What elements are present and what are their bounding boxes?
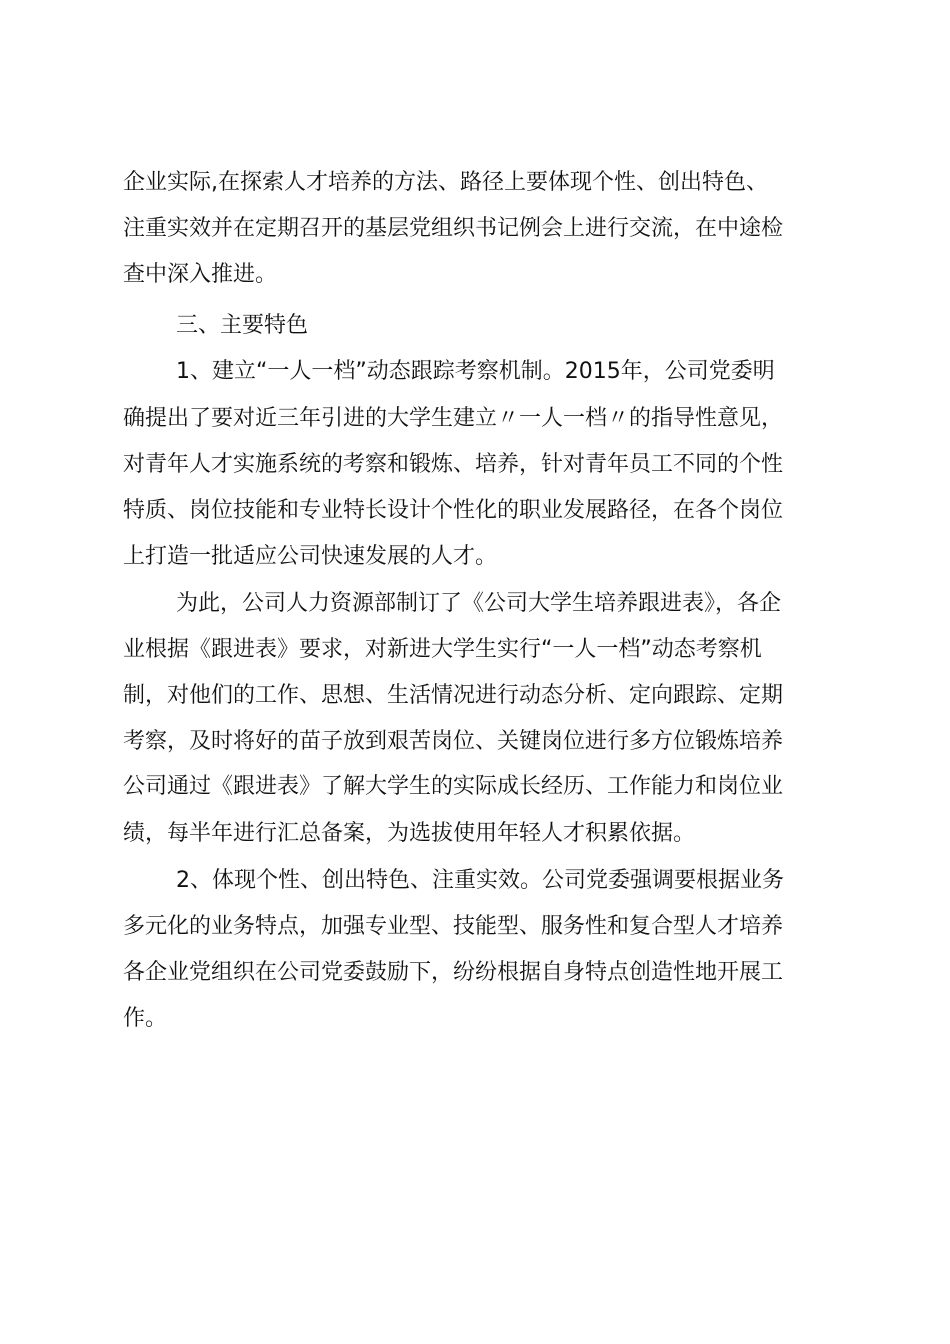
text-line: 特质、岗位技能和专业特长设计个性化的职业发展路径，在各个岗位 bbox=[123, 498, 784, 523]
text-line: 上打造一批适应公司快速发展的人才。 bbox=[123, 544, 498, 569]
text-line: 对青年人才实施系统的考察和锻炼、培养，针对青年员工不同的个性 bbox=[123, 452, 784, 477]
paragraph-first-line: 2、体现个性、创出特色、注重实效。公司党委强调要根据业务 bbox=[176, 868, 784, 893]
text-line: 公司通过《跟进表》了解大学生的实际成长经历、工作能力和岗位业 bbox=[123, 774, 784, 799]
text-line: 注重实效并在定期召开的基层党组织书记例会上进行交流，在中途检 bbox=[123, 216, 784, 241]
text-line: 各企业党组织在公司党委鼓励下，纷纷根据自身特点创造性地开展工 bbox=[123, 960, 784, 985]
text-line: 制，对他们的工作、思想、生活情况进行动态分析、定向跟踪、定期 bbox=[123, 683, 784, 708]
section-heading: 三、主要特色 bbox=[176, 313, 309, 338]
text-line: 绩，每半年进行汇总备案，为选拔使用年轻人才积累依据。 bbox=[123, 821, 696, 846]
text-line: 确提出了要对近三年引进的大学生建立〃一人一档〃的指导性意见， bbox=[123, 406, 784, 431]
text-line: 多元化的业务特点，加强专业型、技能型、服务性和复合型人才培养 bbox=[123, 914, 784, 939]
paragraph-first-line: 1、建立“一人一档”动态跟踪考察机制。2015年，公司党委明 bbox=[176, 359, 775, 384]
text-line: 作。 bbox=[123, 1006, 168, 1031]
text-line: 查中深入推进。 bbox=[123, 262, 278, 287]
text-line: 考察，及时将好的苗子放到艰苦岗位、关键岗位进行多方位锻炼培养 bbox=[123, 729, 784, 754]
text-line: 业根据《跟进表》要求，对新进大学生实行“一人一档”动态考察机 bbox=[123, 637, 762, 662]
text-line: 企业实际,在探索人才培养的方法、路径上要体现个性、创出特色、 bbox=[123, 170, 768, 195]
paragraph-first-line: 为此，公司人力资源部制订了《公司大学生培养跟进表》，各企 bbox=[176, 591, 782, 616]
